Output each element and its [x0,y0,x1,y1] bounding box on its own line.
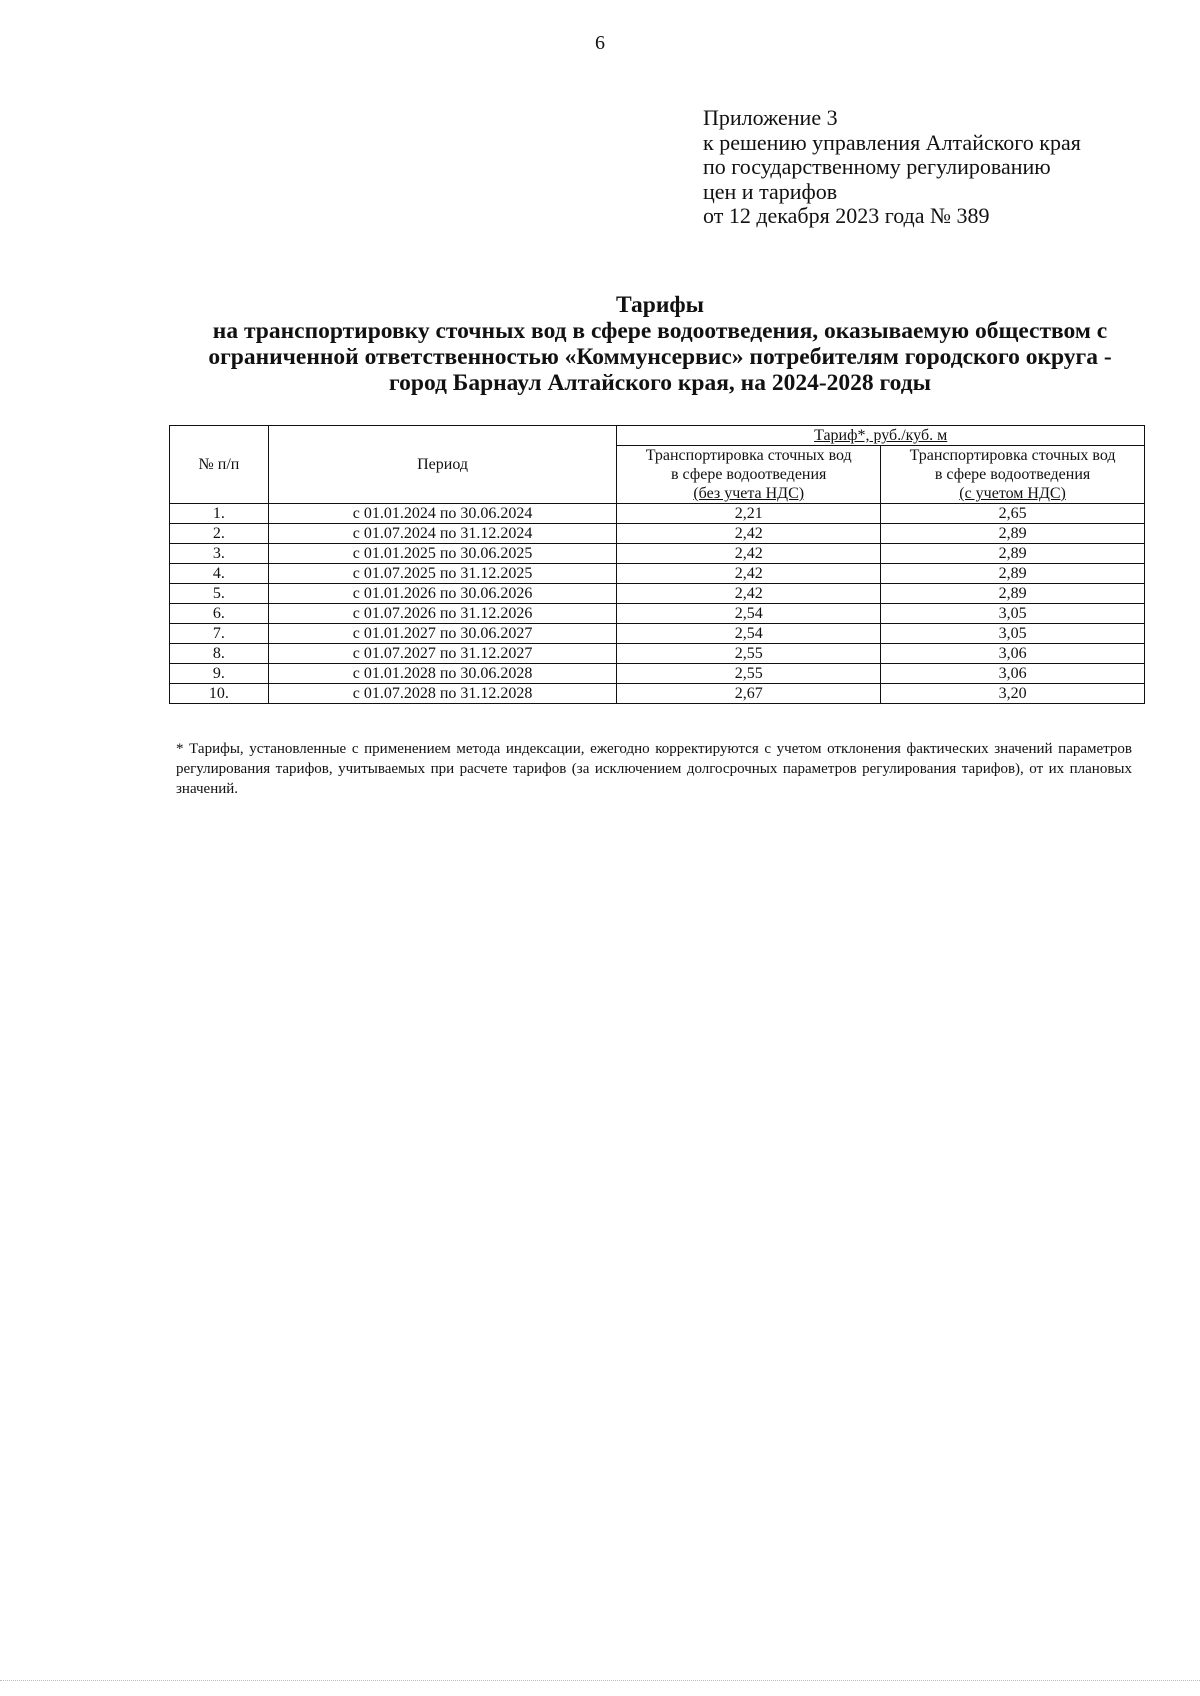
page-number: 6 [595,32,605,54]
row-tariff-without-vat: 2,42 [617,564,881,584]
appendix-header [703,106,1081,229]
row-tariff-with-vat: 3,06 [881,644,1145,664]
table-row [170,524,1145,544]
table-row [170,624,1145,644]
row-period: с 01.01.2025 по 30.06.2025 [268,544,616,564]
tariff-rows [170,504,1145,704]
header-period: Период [268,426,616,504]
row-tariff-with-vat: 3,05 [881,624,1145,644]
appendix-line: к решению управления Алтайского края [703,129,1081,155]
row-tariff-with-vat: 3,06 [881,664,1145,684]
row-tariff-without-vat: 2,21 [617,504,881,524]
title-line: ограниченной ответственностью «Коммунсервис» потребителям городского округа - [208,344,1112,370]
table-row [170,564,1145,584]
row-tariff-with-vat: 3,05 [881,604,1145,624]
title-line: Тарифы [615,292,705,318]
row-number: 8. [170,644,269,664]
header-tariff: Тариф*, руб./куб. м [617,426,1145,446]
row-tariff-without-vat: 2,42 [617,584,881,604]
appendix-line: цен и тарифов [703,178,838,204]
row-tariff-without-vat: 2,54 [617,604,881,624]
table-row [170,504,1145,524]
title-line: на транспортировку сточных вод в сфере водоотведения, оказываемую обществом с [212,318,1108,344]
row-period: с 01.01.2024 по 30.06.2024 [268,504,616,524]
row-tariff-without-vat: 2,42 [617,524,881,544]
row-period: с 01.07.2028 по 31.12.2028 [268,684,616,704]
title-line: город Барнаул Алтайского края, на 2024-2028 годы [389,370,931,396]
row-period: с 01.07.2026 по 31.12.2026 [268,604,616,624]
row-tariff-with-vat: 3,20 [881,684,1145,704]
row-tariff-without-vat: 2,55 [617,644,881,664]
row-number: 4. [170,564,269,584]
table-row [170,604,1145,624]
header-number: № п/п [170,426,269,504]
row-number: 6. [170,604,269,624]
table-row [170,664,1145,684]
row-period: с 01.01.2028 по 30.06.2028 [268,664,616,684]
row-period: с 01.01.2026 по 30.06.2026 [268,584,616,604]
row-number: 3. [170,544,269,564]
header-with-vat: Транспортировка сточных вод в сфере водоотведения (с учетом НДС) [881,446,1145,504]
row-number: 10. [170,684,269,704]
row-number: 2. [170,524,269,544]
row-tariff-without-vat: 2,67 [617,684,881,704]
row-tariff-with-vat: 2,65 [881,504,1145,524]
row-tariff-without-vat: 2,55 [617,664,881,684]
row-period: с 01.07.2027 по 31.12.2027 [268,644,616,664]
table-row [170,684,1145,704]
table-row [170,584,1145,604]
row-number: 9. [170,664,269,684]
row-tariff-without-vat: 2,42 [617,544,881,564]
tariff-table [169,425,1145,704]
row-tariff-without-vat: 2,54 [617,624,881,644]
appendix-line: от 12 декабря 2023 года № 389 [703,203,990,228]
row-number: 7. [170,624,269,644]
row-number: 1. [170,504,269,524]
row-period: с 01.07.2025 по 31.12.2025 [268,564,616,584]
row-period: с 01.07.2024 по 31.12.2024 [268,524,616,544]
row-period: с 01.01.2027 по 30.06.2027 [268,624,616,644]
appendix-line: Приложение 3 [703,105,838,130]
header-without-vat: Транспортировка сточных вод в сфере водоотведения (без учета НДС) [617,446,881,504]
row-tariff-with-vat: 2,89 [881,564,1145,584]
row-tariff-with-vat: 2,89 [881,584,1145,604]
table-row [170,544,1145,564]
appendix-line: по государственному регулированию [703,154,1051,179]
row-tariff-with-vat: 2,89 [881,544,1145,564]
document-title [170,292,1150,396]
scan-edge [0,1680,1200,1681]
footnote: * Тарифы, установленные с применением метода индексации, ежегодно корректируются с учетом отклонения фактических значений параметров регулирования тарифов, учитываемых при расчете тарифов (за исключением долгосрочных параметров регулирования тарифов), от их плановых значений. [176,741,1132,797]
table-row [170,644,1145,664]
row-tariff-with-vat: 2,89 [881,524,1145,544]
row-number: 5. [170,584,269,604]
